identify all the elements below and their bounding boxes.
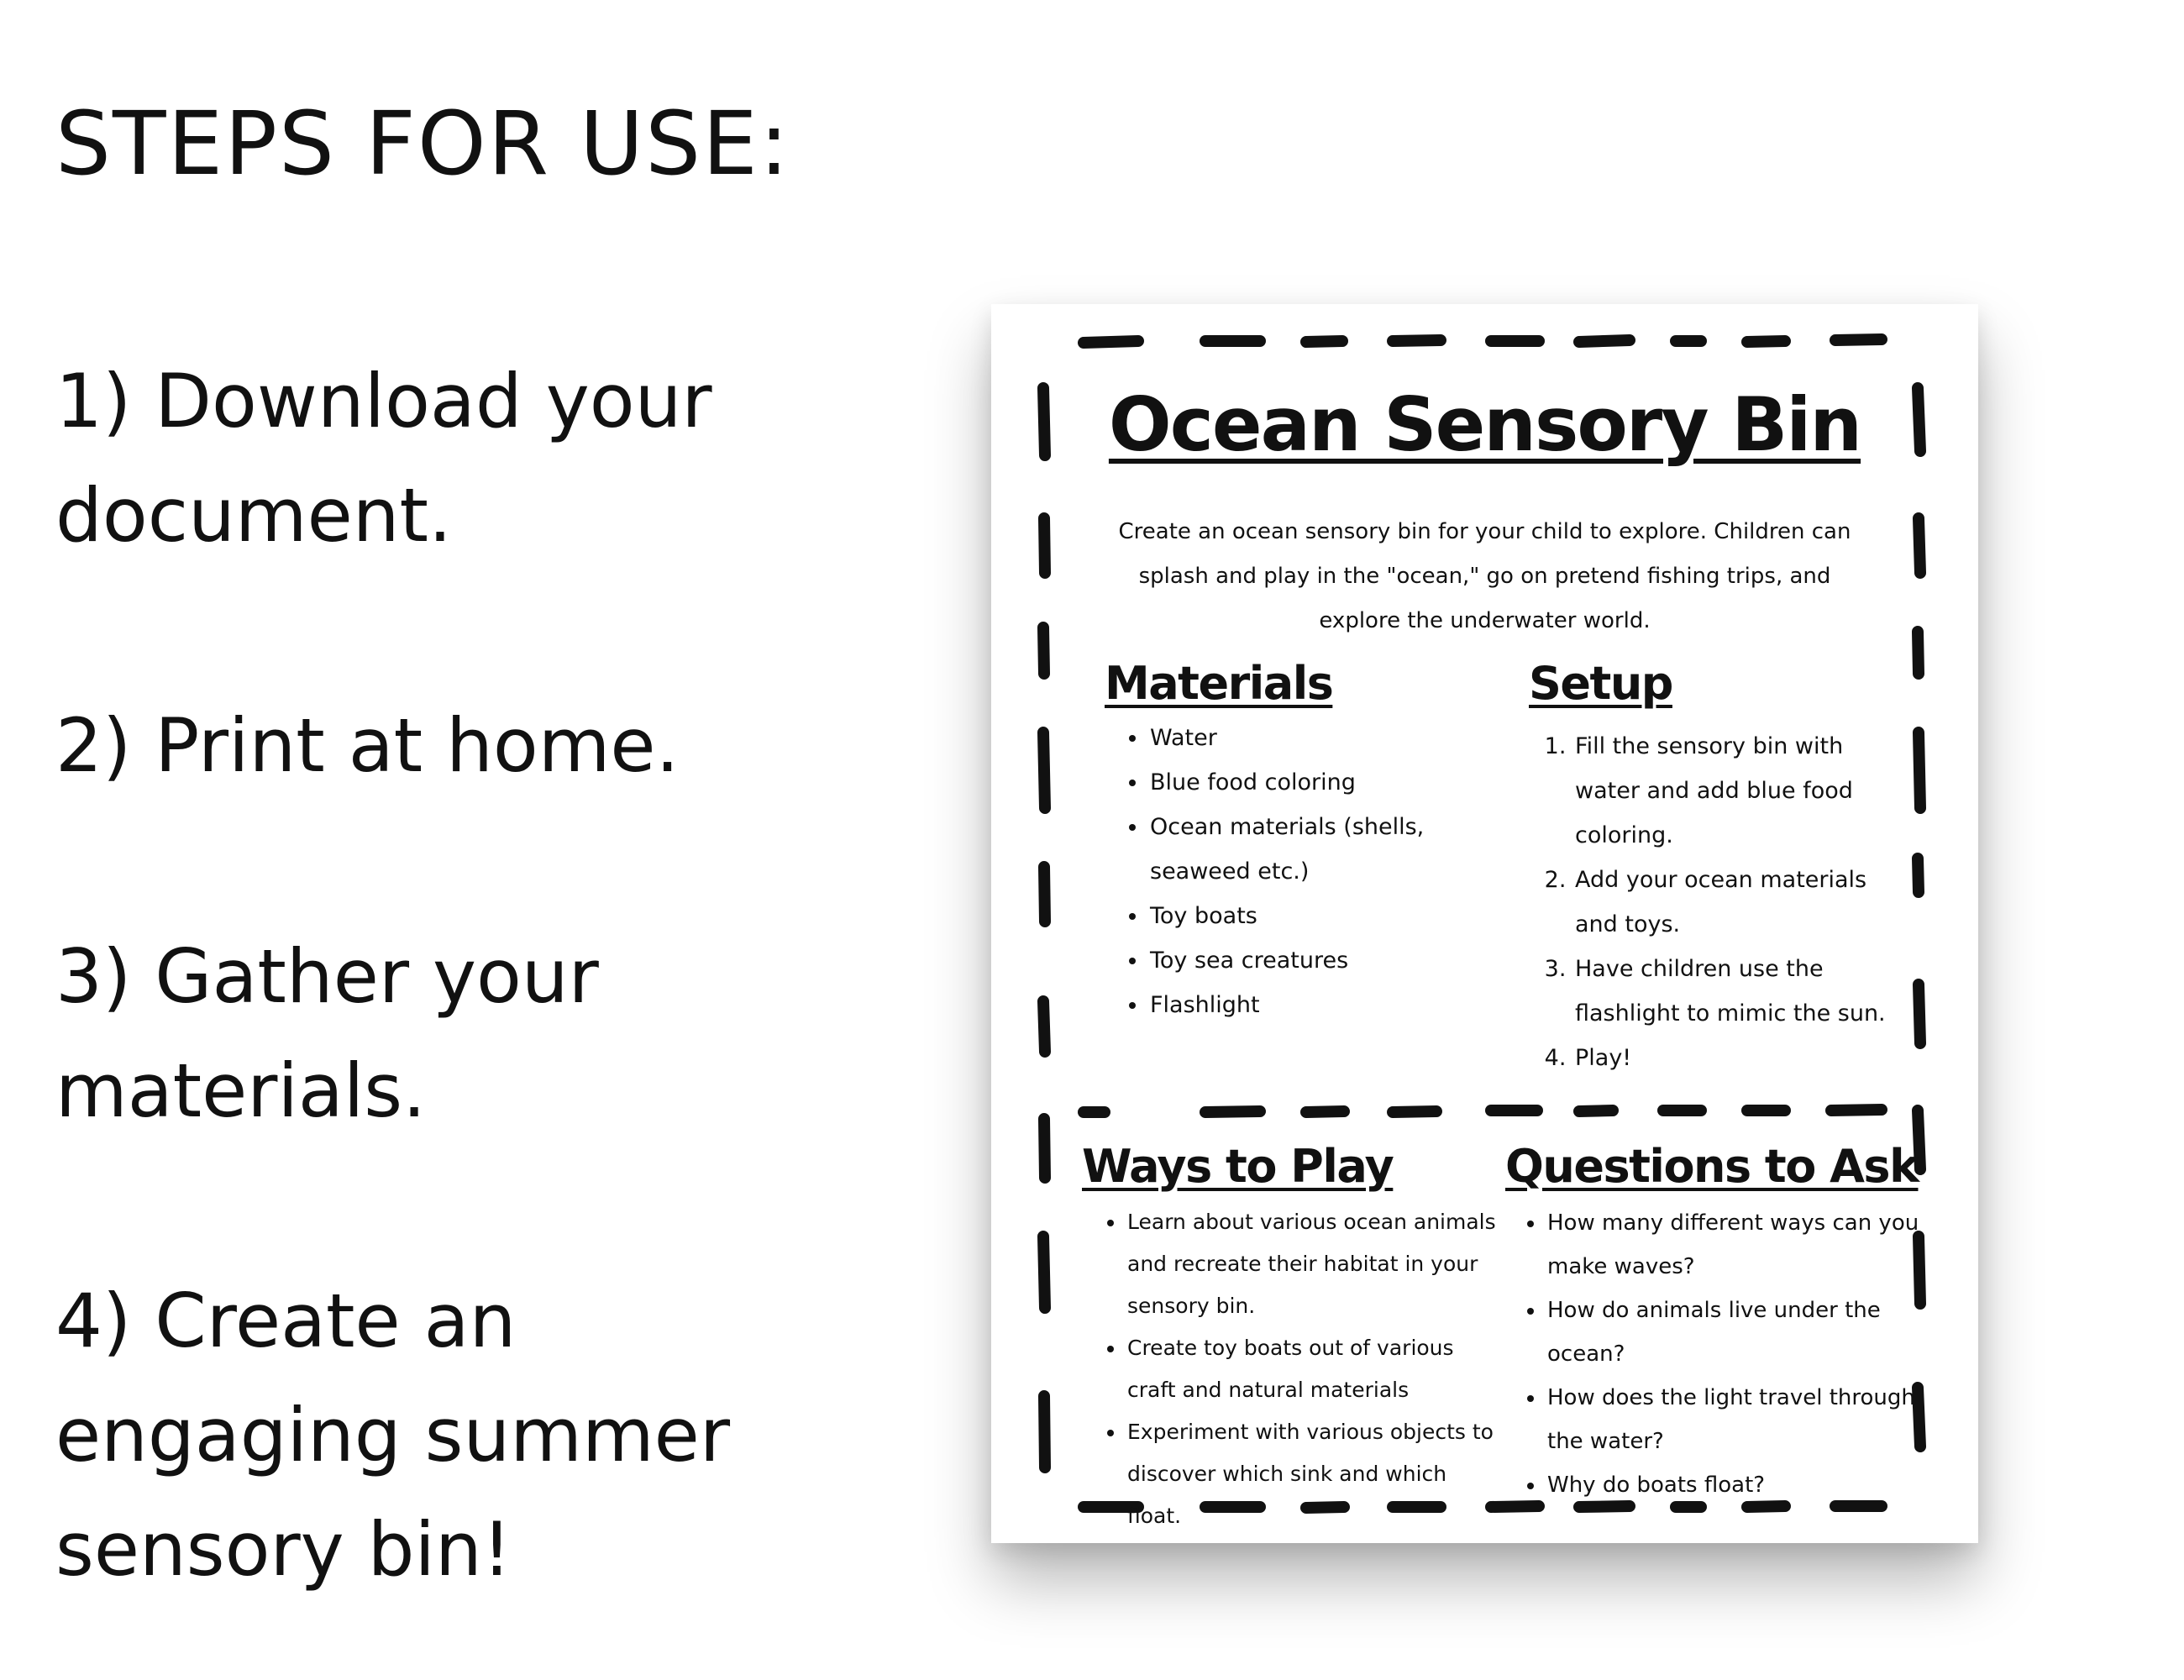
document-preview: [991, 304, 1978, 1543]
document-title: Ocean Sensory Bin: [1108, 381, 1861, 468]
list-item: 1. Fill the sensory bin with water and add blue food coloring.: [1573, 724, 1901, 858]
list-item: • Learn about various ocean animals and recreate their habitat in your sensory bin.: [1126, 1201, 1504, 1327]
list-item: • Toy boats: [1148, 894, 1467, 938]
steps-title: STEPS FOR USE:: [55, 92, 790, 195]
list-item: • Why do boats float?: [1546, 1463, 1940, 1507]
step-4: 4) Create an engaging summer sensory bin!: [55, 1278, 730, 1593]
list-item: • Blue food coloring: [1148, 760, 1467, 805]
step-3: 3) Gather your materials.: [55, 933, 599, 1134]
step-1: 1) Download your document.: [55, 358, 712, 559]
list-item: 2. Add your ocean materials and toys.: [1573, 858, 1901, 947]
questions-to-ask-list: [1519, 1201, 1940, 1507]
frame-middle-dashes: [1084, 1110, 1882, 1112]
list-item: • Ocean materials (shells, seaweed etc.): [1148, 805, 1467, 894]
list-item: • Experiment with various objects to discover which sink and which float.: [1126, 1411, 1504, 1537]
setup-list: [1541, 724, 1901, 1080]
list-item: • Water: [1148, 716, 1467, 760]
questions-to-ask-heading: Questions to Ask: [1505, 1140, 1919, 1193]
frame-left-dashes: [1043, 388, 1045, 1467]
frame-top-dashes: [1084, 339, 1882, 343]
step-2: 2) Print at home.: [55, 702, 680, 789]
list-item: • Flashlight: [1148, 983, 1467, 1027]
list-item: • Toy sea creatures: [1148, 938, 1467, 983]
ways-to-play-heading: Ways to Play: [1082, 1140, 1394, 1193]
list-item: • How do animals live under the ocean?: [1546, 1289, 1940, 1376]
list-item: • Create toy boats out of various craft and natural materials: [1126, 1327, 1504, 1411]
document-intro: Create an ocean sensory bin for your child to explore. Children can splash and play in the "ocean," go on pretend fishing trips, and explore the underwater world.: [1118, 519, 1851, 633]
list-item: 3. Have children use the flashlight to mimic the sun.: [1573, 947, 1901, 1036]
setup-heading: Setup: [1529, 657, 1672, 710]
materials-heading: Materials: [1105, 657, 1333, 710]
list-item: • How does the light travel through the water?: [1546, 1376, 1940, 1463]
ways-to-play-list: [1099, 1201, 1504, 1537]
list-item: 4. Play!: [1573, 1036, 1901, 1080]
list-item: • How many different ways can you make waves?: [1546, 1201, 1940, 1289]
materials-list: [1121, 716, 1467, 1027]
